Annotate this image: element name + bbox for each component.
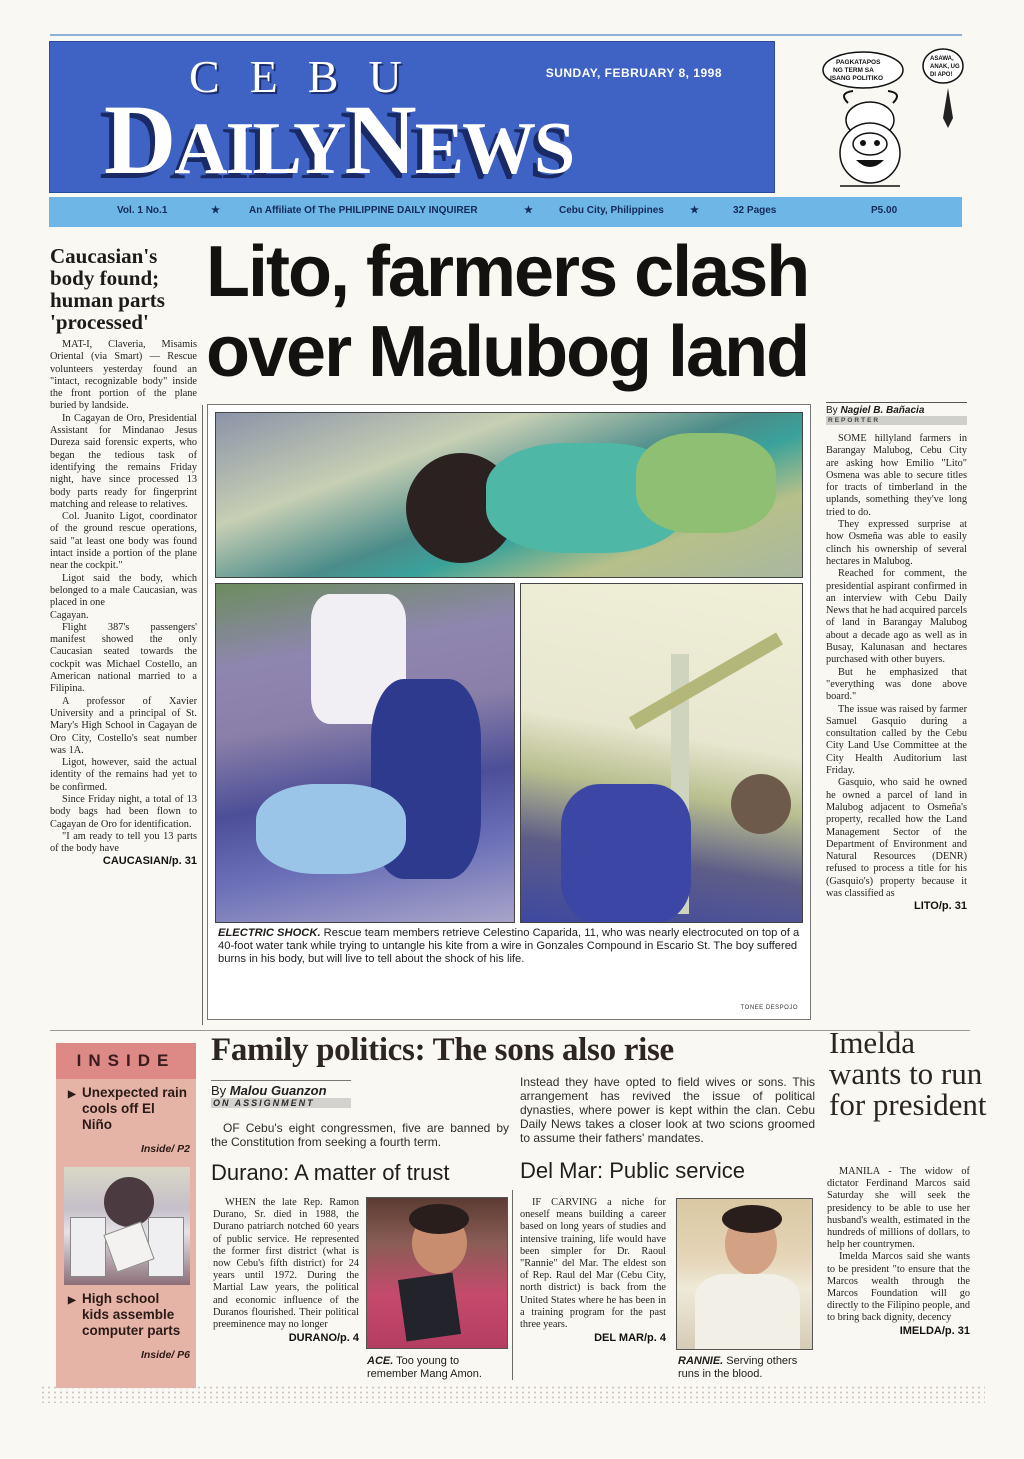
- masthead-title-n: N: [344, 84, 415, 195]
- inside-item[interactable]: [56, 1285, 196, 1339]
- left-story-headline: Caucasian's body found; human parts 'processed': [50, 244, 165, 334]
- author-name: Nagiel B. Bañacia: [840, 405, 925, 416]
- paragraph: Imelda Marcos said she wants to be president "to ensure that the Marcos wealth through the Marcos Foundation will go directly to the Filipino people, and to bring back dignity, decency: [827, 1251, 970, 1324]
- photo-computer-kid: [64, 1167, 190, 1285]
- main-story-body: [826, 402, 967, 912]
- masthead-title-ews: EWS: [414, 108, 574, 190]
- byline-prefix: By: [826, 405, 838, 416]
- paragraph: They expressed surprise at how Osmeña was able to easily clinch his ownership of several hectares in Malubog.: [826, 519, 967, 567]
- paragraph: In Cagayan de Oro, Presidential Assistant for Mindanao Jesus Dureza said forensic experts, who began the tedious task of identifying the remains Friday night, have since processed 13 body parts ready for fingerprint matching and release to relatives.: [50, 412, 197, 510]
- top-rule: [50, 34, 962, 36]
- paragraph: MANILA - The widow of dictator Ferdinand Marcos said Saturday she will seek the presidency to be able to use her husband's wealth, estimated in the hundreds of millions of dollars, to help her countrymen.: [827, 1166, 970, 1251]
- paragraph: IF CARVING a niche for oneself means building a career based on long years of studies and intensive training, life would have been simpler for Dr. Raoul "Rannie" del Mar. The eldest son of Rep. Raul del Mar (Cebu City, north district) is back from the United States where he has been in a training program for the past three years.: [520, 1197, 666, 1331]
- paragraph: A professor of Xavier University and a principal of St. Mary's High School in Cagayan de Oro City, Costello's seat number was 1A.: [50, 695, 197, 756]
- family-politics-lead-left: [211, 1121, 509, 1149]
- imelda-story: [827, 1166, 970, 1337]
- caption-text: Serving others runs in the blood.: [678, 1355, 798, 1380]
- jump-link[interactable]: DURANO/p. 4: [288, 1332, 359, 1345]
- durano-subhead: Durano: A matter of trust: [211, 1160, 450, 1185]
- masthead: [49, 41, 775, 193]
- star-icon: ★: [211, 205, 220, 216]
- family-politics-lead-right: Instead they have opted to field wives or sons. This arrangement has revived the issue of political dynasties, where power is kept within the clan. Cebu Daily News takes a closer look at two scions groomed to assume their fathers' mandates.: [520, 1075, 815, 1145]
- photo-ace-durano: [366, 1197, 508, 1349]
- family-politics-byline: [211, 1080, 351, 1108]
- paragraph: Since Friday night, a total of 13 body bags had been flown to Cagayan de Oro for identification.: [50, 793, 197, 830]
- photo-rannie-delmar: [676, 1198, 813, 1350]
- byline-prefix: By: [211, 1083, 227, 1098]
- svg-text:PAGKATAPOS: PAGKATAPOS: [836, 59, 881, 66]
- photo-boy-lying: [215, 412, 803, 578]
- photo-block: [207, 404, 811, 1020]
- paragraph: Reached for comment, the presidential aspirant confirmed in an interview with Cebu Daily News that he had acquired parcels of land in Barangay Malubog about a decade ago as well as in Busay, Kalunasan and hectares purchased with other buyers.: [826, 568, 967, 666]
- caption-lead: ELECTRIC SHOCK.: [218, 927, 321, 939]
- masthead-title: [104, 84, 574, 199]
- paragraph: Ligot said the body, which belonged to a male Caucasian, was placed in one: [50, 572, 197, 609]
- main-headline-line1: Lito, farmers clash: [206, 232, 809, 312]
- inside-box: [56, 1043, 196, 1388]
- affiliate-text: An Affiliate Of The PHILIPPINE DAILY INQUIRER: [249, 205, 478, 216]
- masthead-city: CEBU: [189, 51, 432, 102]
- triangle-bullet-icon: ▶: [68, 1295, 76, 1306]
- svg-text:ISANG POLITIKO: ISANG POLITIKO: [830, 75, 884, 82]
- jump-link[interactable]: LITO/p. 31: [914, 900, 967, 913]
- inside-page-ref[interactable]: Inside/ P6: [140, 1349, 190, 1361]
- delmar-subhead: Del Mar: Public service: [520, 1158, 745, 1183]
- inside-item[interactable]: [56, 1079, 196, 1133]
- caption-text: Too young to remember Mang Amon.: [367, 1355, 482, 1380]
- main-headline-line2: over Malubog land: [206, 312, 809, 392]
- column-divider: [202, 405, 203, 1025]
- paragraph: "I am ready to tell you 13 parts of the body have: [50, 830, 197, 855]
- paragraph: OF Cebu's eight congressmen, five are banned by the Constitution from seeking a fourth term.: [211, 1121, 509, 1149]
- photo-caption: [218, 927, 802, 967]
- inside-page-ref[interactable]: Inside/ P2: [140, 1143, 190, 1155]
- location-text: Cebu City, Philippines: [559, 205, 664, 216]
- photo-rescue-right: [520, 583, 803, 923]
- svg-text:ANAK, UG: ANAK, UG: [930, 64, 960, 70]
- masthead-title-aily: AILY: [174, 108, 345, 190]
- jump-link[interactable]: DEL MAR/p. 4: [594, 1332, 666, 1345]
- rannie-caption: [678, 1355, 820, 1380]
- main-headline: [206, 232, 976, 392]
- issue-date: SUNDAY, FEBRUARY 8, 1998: [545, 66, 722, 80]
- family-politics-headline: Family politics: The sons also rise: [211, 1032, 674, 1068]
- inside-item-text: Unexpected rain cools off El Niño: [82, 1085, 188, 1132]
- ace-caption: [367, 1355, 509, 1380]
- paragraph: MAT-I, Claveria, Misamis Oriental (via Smart) — Rescue volunteers yesterday found an "intact, recognizable body" inside the front portion of the plane buried by landside.: [50, 339, 197, 412]
- jump-link[interactable]: CAUCASIAN/p. 31: [102, 855, 197, 868]
- left-story-body: [50, 339, 197, 855]
- caption-lead: RANNIE.: [678, 1355, 724, 1367]
- paragraph: The issue was raised by farmer Samuel Gasquio during a consultation called by the Cebu City Land Use Committee at the City Health Auditorium last Friday.: [826, 703, 967, 777]
- paragraph: But he emphasized that "everything was done above board.": [826, 666, 967, 703]
- delmar-story: [520, 1197, 666, 1344]
- inside-item-text: High school kids assemble computer parts: [82, 1291, 181, 1338]
- paragraph: WHEN the late Rep. Ramon Durano, Sr. died in 1988, the Durano patriarch notched 60 years of public service. He represented the former first district (what is now Cebu's fifth district) for 24 years until 1972. During the Martial Law years, the political and economic influence of the Duranos flourished. Their political preeminence may no longer: [213, 1197, 359, 1331]
- main-story-text: [826, 433, 967, 900]
- inside-title: INSIDE: [56, 1043, 196, 1079]
- svg-text:NG TERM SA: NG TERM SA: [833, 67, 874, 74]
- column-divider: [512, 1190, 513, 1380]
- jump-link[interactable]: IMELDA/p. 31: [899, 1324, 970, 1337]
- paragraph: Ligot, however, said the actual identity of the remains had yet to be confirmed.: [50, 757, 197, 793]
- photo-rescue-left: [215, 583, 515, 923]
- paragraph: SOME hillyland farmers in Barangay Malubog, Cebu City are asking how Emilio "Lito" Osmena was able to secure titles for tracts of timberland in the uplands, something they've long tried to do.: [826, 433, 967, 518]
- paragraph: Cagayan.: [50, 609, 89, 621]
- page-count: 32 Pages: [733, 205, 777, 216]
- imelda-headline: Imelda wants to run for president: [829, 1025, 987, 1122]
- author-name: Malou Guanzon: [229, 1083, 327, 1098]
- byline: [826, 402, 967, 425]
- caption-lead: ACE.: [367, 1355, 394, 1367]
- svg-text:DI APO!: DI APO!: [930, 72, 953, 78]
- masthead-title-d: D: [104, 84, 175, 195]
- durano-story: [213, 1197, 359, 1344]
- star-icon: ★: [690, 205, 699, 216]
- info-bar: [49, 197, 962, 227]
- svg-text:ASAWA,: ASAWA,: [930, 56, 954, 62]
- volume-number: Vol. 1 No.1: [117, 205, 168, 216]
- author-role: REPORTER: [826, 416, 967, 425]
- photo-credit: TONEE DESPOJO: [740, 1005, 798, 1011]
- triangle-bullet-icon: ▶: [68, 1089, 76, 1100]
- paragraph: Col. Juanito Ligot, coordinator of the ground rescue operations, said "at least one body was found intact inside a portion of the plane near the cockpit.": [50, 511, 197, 572]
- cartoon-cow-icon: [808, 48, 988, 198]
- paragraph: Gasquio, who said he owned he owned a parcel of land in Malubog adjacent to Osmeña's property, recalled how the Land Management Sector of the Department of Environment and Natural Resources (DENR) refused to process a title for his (Gasquio's) property because it was classified as: [826, 777, 967, 899]
- decorative-dotted-strip: [40, 1385, 985, 1403]
- author-role: ON ASSIGNMENT: [211, 1098, 351, 1108]
- left-story: [50, 245, 197, 867]
- paragraph: Flight 387's passengers' manifest showed the only Caucasian seated towards the cockpit was Michael Costello, an American national married to a Filipina.: [50, 621, 197, 695]
- star-icon: ★: [524, 205, 533, 216]
- price: P5.00: [871, 205, 898, 216]
- caption-text: Rescue team members retrieve Celestino Caparida, 11, who was nearly electrocuted on top of a 40-foot water tank while trying to untangle his kite from a wire in Gonzales Compound in Escario St. The boy suffered burns in his body, but will live to tell about the shock of his life.: [218, 927, 800, 966]
